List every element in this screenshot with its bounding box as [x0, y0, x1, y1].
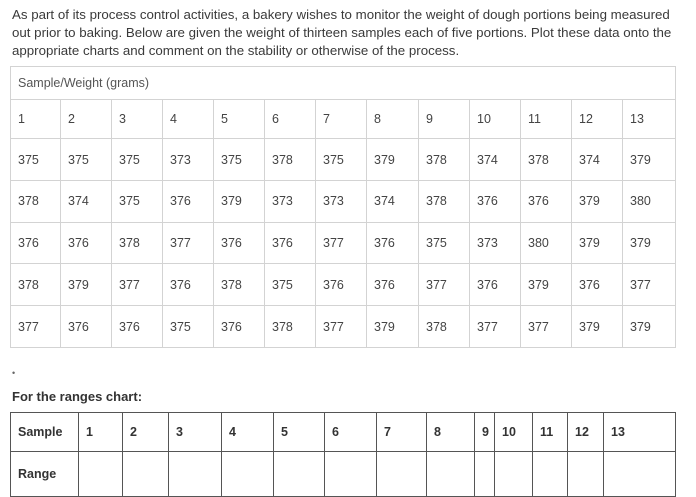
header-cell: 13: [623, 99, 676, 139]
weight-cell: 376: [214, 222, 265, 264]
weight-cell: 374: [572, 139, 623, 181]
weight-cell: 375: [163, 306, 214, 348]
weight-cell: 376: [163, 264, 214, 306]
range-value-cell[interactable]: [568, 452, 604, 497]
weight-cell: 377: [623, 264, 676, 306]
weight-cell: 379: [623, 222, 676, 264]
weight-cell: 378: [11, 181, 61, 223]
weight-cell: 377: [163, 222, 214, 264]
table-row: [11, 181, 676, 223]
weight-cell: 375: [316, 139, 367, 181]
range-value-cell[interactable]: [79, 452, 123, 497]
sample-number-cell: 10: [495, 413, 533, 452]
sample-number-cell: 2: [123, 413, 169, 452]
ranges-table: [10, 412, 676, 497]
weight-cell: 380: [623, 181, 676, 223]
weight-cell: 377: [521, 306, 572, 348]
header-cell: 1: [11, 99, 61, 139]
weight-cell: 377: [419, 264, 470, 306]
sample-number-cell: 6: [325, 413, 377, 452]
sample-number-cell: 9: [475, 413, 495, 452]
weight-cell: 378: [419, 139, 470, 181]
weight-cell: 376: [61, 222, 112, 264]
range-label: Range: [11, 452, 79, 497]
range-value-cell[interactable]: [325, 452, 377, 497]
weight-cell: 376: [367, 264, 419, 306]
header-cell: 9: [419, 99, 470, 139]
weight-cell: 373: [163, 139, 214, 181]
sample-number-cell: 12: [568, 413, 604, 452]
weight-cell: 376: [11, 222, 61, 264]
range-value-cell[interactable]: [123, 452, 169, 497]
weight-cell: 378: [214, 264, 265, 306]
weight-cell: 379: [623, 306, 676, 348]
weight-cell: 379: [572, 222, 623, 264]
weight-cell: 376: [61, 306, 112, 348]
table-caption: Sample/Weight (grams): [11, 67, 676, 100]
sample-number-cell: 8: [427, 413, 475, 452]
sample-weight-table: [10, 66, 676, 348]
weight-cell: 376: [112, 306, 163, 348]
weight-cell: 376: [470, 181, 521, 223]
weight-cell: 378: [265, 139, 316, 181]
weight-cell: 380: [521, 222, 572, 264]
weight-cell: 379: [367, 306, 419, 348]
weight-cell: 377: [470, 306, 521, 348]
table-row: [11, 264, 676, 306]
weight-cell: 379: [367, 139, 419, 181]
header-cell: 5: [214, 99, 265, 139]
weight-cell: 378: [419, 306, 470, 348]
bullet-dot: •: [12, 368, 16, 378]
weight-cell: 379: [572, 306, 623, 348]
weight-cell: 376: [572, 264, 623, 306]
weight-cell: 375: [112, 181, 163, 223]
sample-number-cell: 1: [79, 413, 123, 452]
header-row: [11, 99, 676, 139]
weight-cell: 377: [112, 264, 163, 306]
weight-cell: 374: [61, 181, 112, 223]
header-cell: 4: [163, 99, 214, 139]
weight-cell: 375: [112, 139, 163, 181]
table-row: [11, 306, 676, 348]
range-value-cell[interactable]: [427, 452, 475, 497]
weight-cell: 378: [419, 181, 470, 223]
range-value-cell[interactable]: [533, 452, 568, 497]
table-row: [11, 139, 676, 181]
weight-cell: 379: [61, 264, 112, 306]
header-cell: 8: [367, 99, 419, 139]
sample-number-cell: 7: [377, 413, 427, 452]
header-cell: 3: [112, 99, 163, 139]
weight-cell: 377: [316, 222, 367, 264]
range-value-cell[interactable]: [604, 452, 676, 497]
weight-cell: 375: [265, 264, 316, 306]
weight-cell: 376: [521, 181, 572, 223]
weight-cell: 377: [316, 306, 367, 348]
weight-cell: 376: [214, 306, 265, 348]
weight-cell: 375: [419, 222, 470, 264]
weight-cell: 378: [265, 306, 316, 348]
header-cell: 11: [521, 99, 572, 139]
weight-cell: 376: [265, 222, 316, 264]
sample-number-cell: 13: [604, 413, 676, 452]
sample-number-cell: 3: [169, 413, 222, 452]
range-value-cell[interactable]: [222, 452, 274, 497]
weight-cell: 376: [470, 264, 521, 306]
header-cell: 6: [265, 99, 316, 139]
weight-cell: 375: [11, 139, 61, 181]
sample-number-cell: 5: [274, 413, 325, 452]
weight-cell: 376: [367, 222, 419, 264]
range-value-cell[interactable]: [475, 452, 495, 497]
range-value-cell[interactable]: [274, 452, 325, 497]
range-value-cell[interactable]: [377, 452, 427, 497]
table-row: [11, 222, 676, 264]
sample-label: Sample: [11, 413, 79, 452]
header-cell: 10: [470, 99, 521, 139]
weight-cell: 374: [470, 139, 521, 181]
range-value-cell[interactable]: [169, 452, 222, 497]
ranges-sample-row: [11, 413, 676, 452]
weight-cell: 373: [265, 181, 316, 223]
weight-cell: 375: [214, 139, 265, 181]
weight-cell: 378: [112, 222, 163, 264]
ranges-title: For the ranges chart:: [12, 389, 143, 404]
weight-cell: 379: [572, 181, 623, 223]
ranges-value-row: [11, 452, 676, 497]
weight-cell: 376: [316, 264, 367, 306]
weight-cell: 378: [11, 264, 61, 306]
weight-cell: 378: [521, 139, 572, 181]
weight-cell: 375: [61, 139, 112, 181]
header-cell: 7: [316, 99, 367, 139]
problem-statement: As part of its process control activities, a bakery wishes to monitor the weight of dough portions being measured out prior to baking. Below are given the weight of thirteen samples each of five portions. Plot these data onto the appropriate charts and comment on the stability or otherwise of the process.: [12, 7, 672, 58]
weight-cell: 379: [521, 264, 572, 306]
range-value-cell[interactable]: [495, 452, 533, 497]
weight-cell: 379: [623, 139, 676, 181]
weight-cell: 379: [214, 181, 265, 223]
header-cell: 2: [61, 99, 112, 139]
sample-number-cell: 11: [533, 413, 568, 452]
weight-cell: 373: [316, 181, 367, 223]
weight-cell: 374: [367, 181, 419, 223]
sample-number-cell: 4: [222, 413, 274, 452]
weight-cell: 373: [470, 222, 521, 264]
weight-cell: 377: [11, 306, 61, 348]
weight-cell: 376: [163, 181, 214, 223]
header-cell: 12: [572, 99, 623, 139]
